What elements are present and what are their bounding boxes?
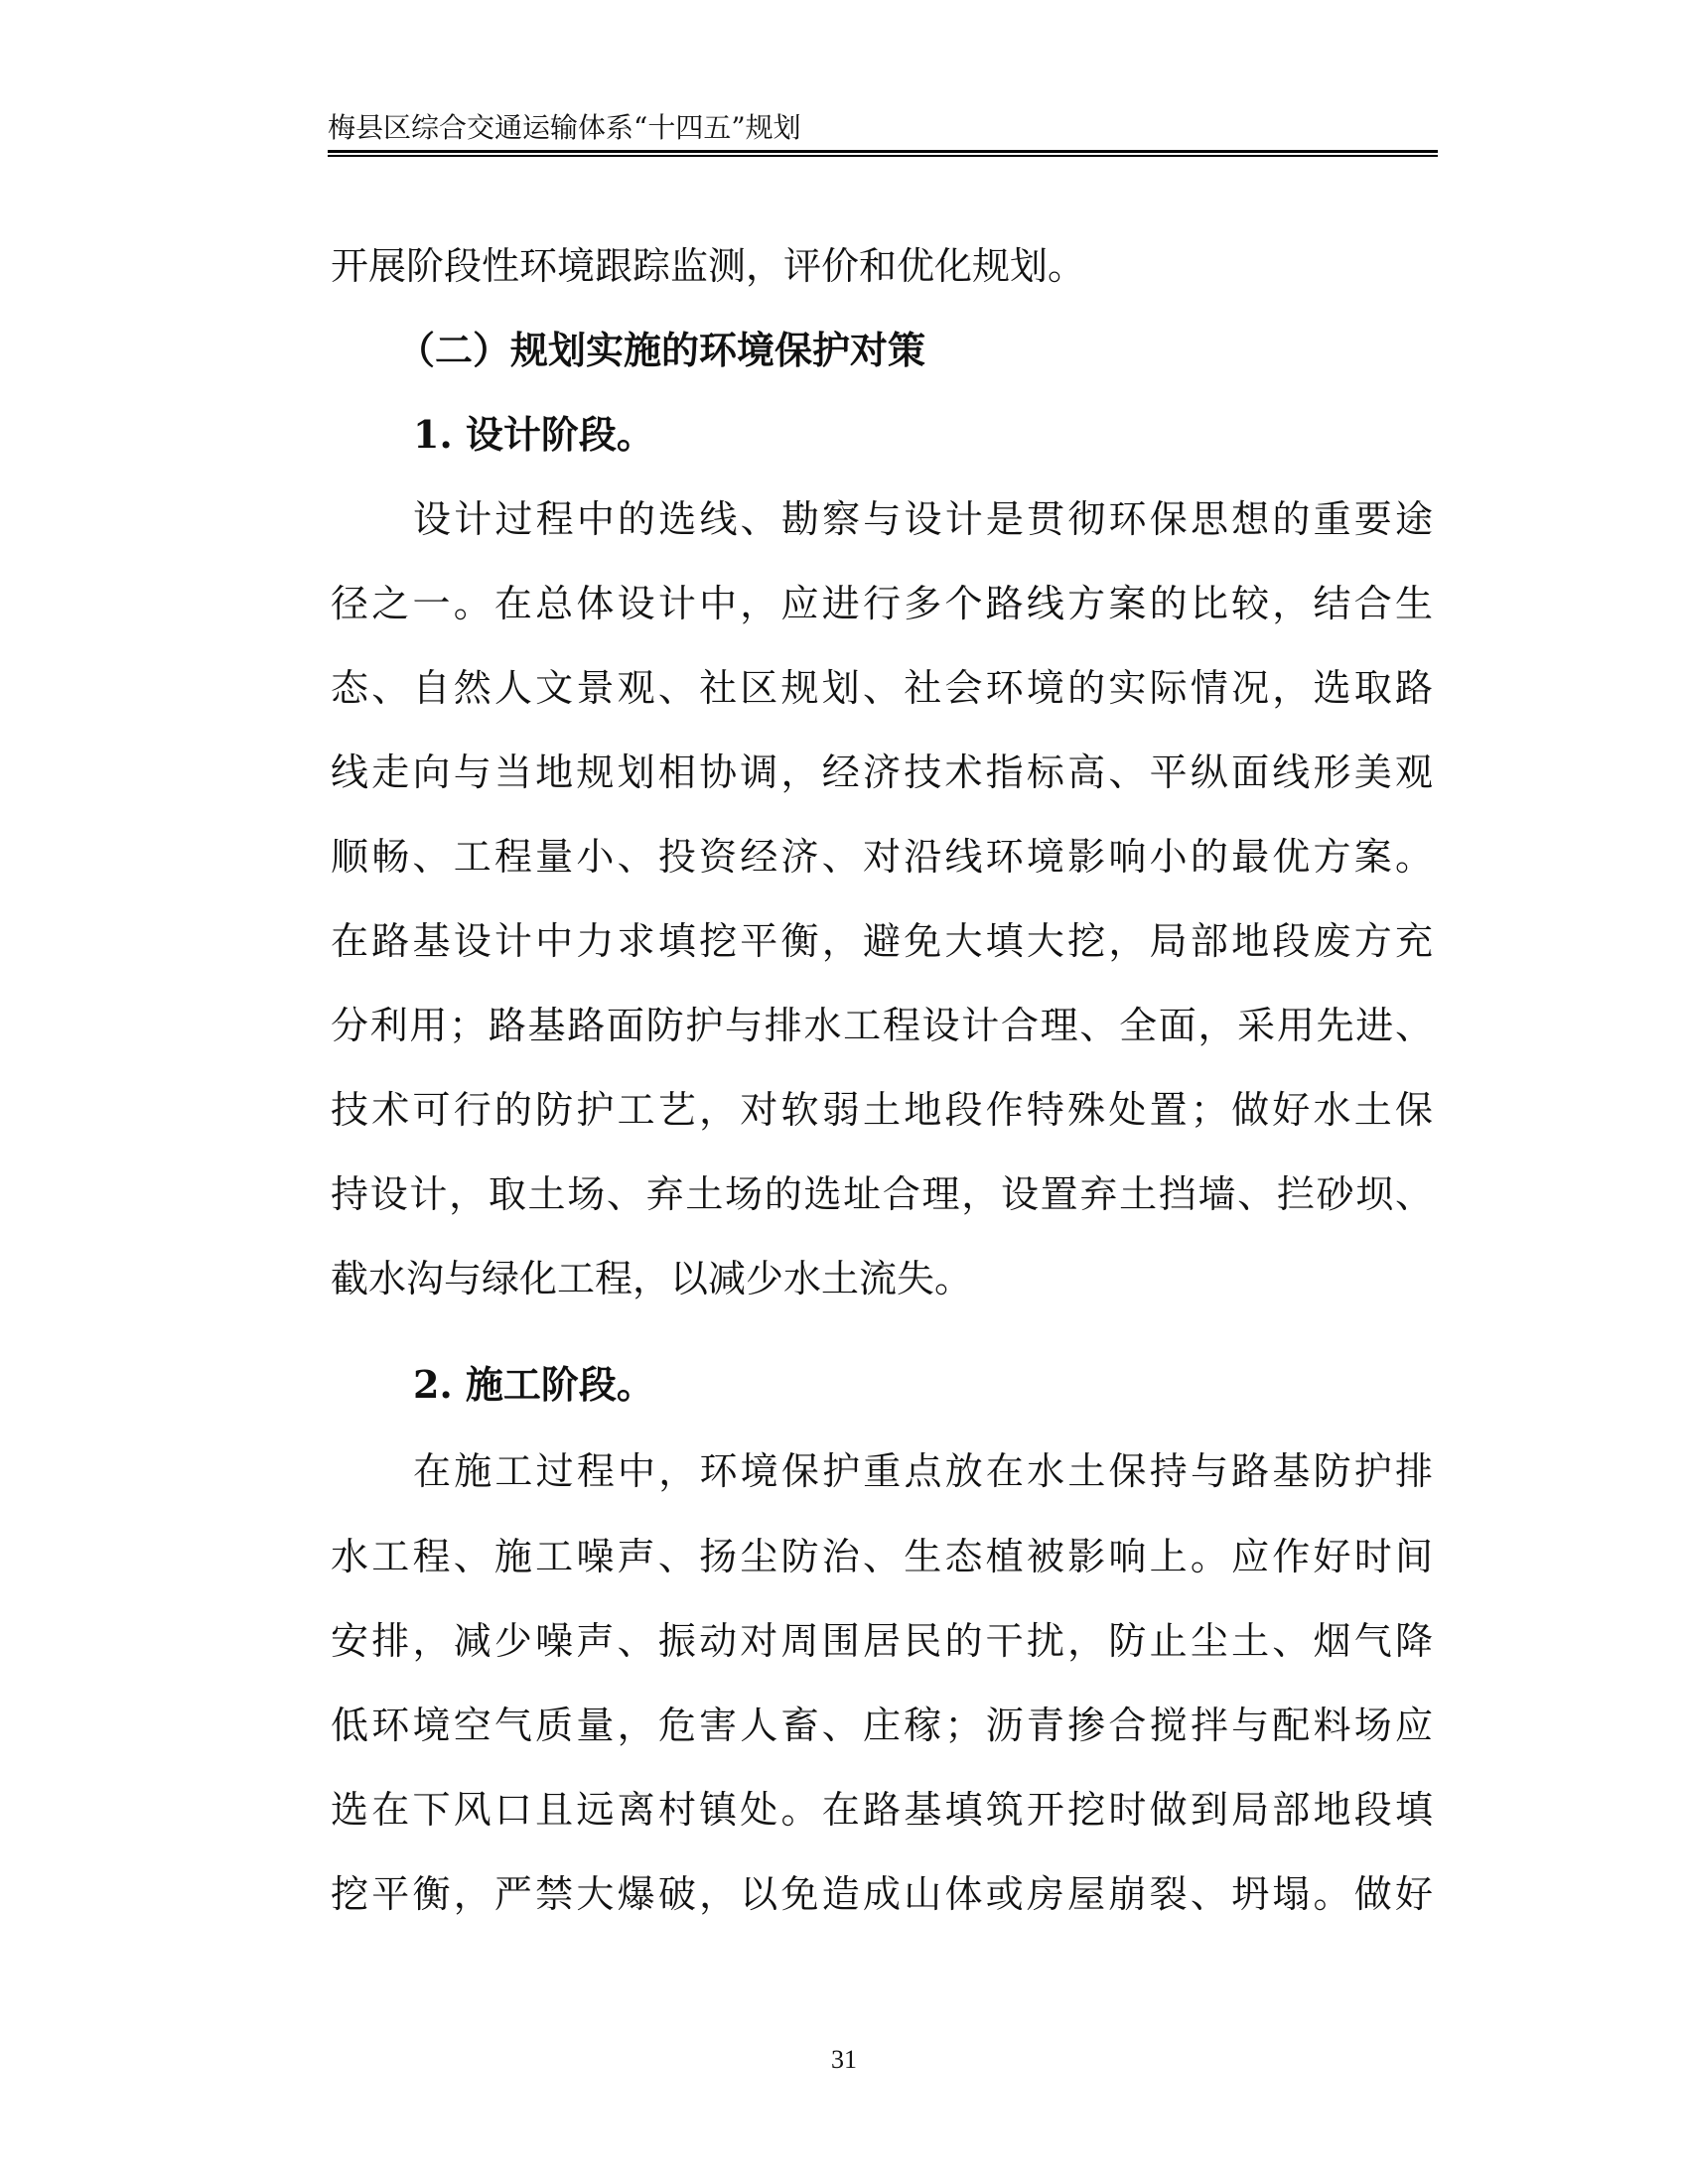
paragraph-line: 截水沟与绿化工程，以减少水土流失。 <box>331 1257 973 1300</box>
header-rule-thin <box>328 155 1438 157</box>
page-number: 31 <box>831 2045 857 2074</box>
paragraph-line: 设计过程中的选线、勘察与设计是贯彻环保思想的重要途 <box>413 497 1433 541</box>
paragraph-line: 态、自然人文景观、社区规划、社会环境的实际情况，选取路 <box>331 666 1433 710</box>
page-header: 梅县区综合交通运输体系“十四五”规划 <box>328 111 801 144</box>
paragraph-line: 选在下风口且远离村镇处。在路基填筑开挖时做到局部地段填 <box>331 1788 1433 1832</box>
paragraph-line: 线走向与当地规划相协调，经济技术指标高、平纵面线形美观 <box>331 751 1433 794</box>
paragraph-line: 顺畅、工程量小、投资经济、对沿线环境影响小的最优方案。 <box>331 835 1433 879</box>
paragraph-line: 安排，减少噪声、振动对周围居民的干扰，防止尘土、烟气降 <box>331 1619 1433 1663</box>
paragraph-line: 持设计，取土场、弃土场的选址合理，设置弃土挡墙、拦砂坝、 <box>331 1172 1433 1216</box>
paragraph-line: 在施工过程中，环境保护重点放在水土保持与路基防护排 <box>413 1449 1433 1493</box>
continuation-line: 开展阶段性环境跟踪监测，评价和优化规划。 <box>331 244 1086 288</box>
header-rule-thick <box>328 150 1438 153</box>
paragraph-line: 分利用；路基路面防护与排水工程设计合理、全面，采用先进、 <box>331 1004 1433 1047</box>
paragraph-line: 在路基设计中力求填挖平衡，避免大填大挖，局部地段废方充 <box>331 919 1433 963</box>
paragraph-line: 低环境空气质量，危害人畜、庄稼；沥青掺合搅拌与配料场应 <box>331 1704 1433 1747</box>
paragraph-line: 径之一。在总体设计中，应进行多个路线方案的比较，结合生 <box>331 582 1433 625</box>
section-heading: （二）规划实施的环境保护对策 <box>397 328 926 372</box>
subsection-2-title: 2. 施工阶段。 <box>413 1362 654 1407</box>
paragraph-line: 水工程、施工噪声、扬尘防治、生态植被影响上。应作好时间 <box>331 1535 1433 1578</box>
paragraph-line: 挖平衡，严禁大爆破，以免造成山体或房屋崩裂、坍塌。做好 <box>331 1872 1433 1916</box>
subsection-1-title: 1. 设计阶段。 <box>413 412 654 457</box>
paragraph-line: 技术可行的防护工艺，对软弱土地段作特殊处置；做好水土保 <box>331 1088 1433 1132</box>
